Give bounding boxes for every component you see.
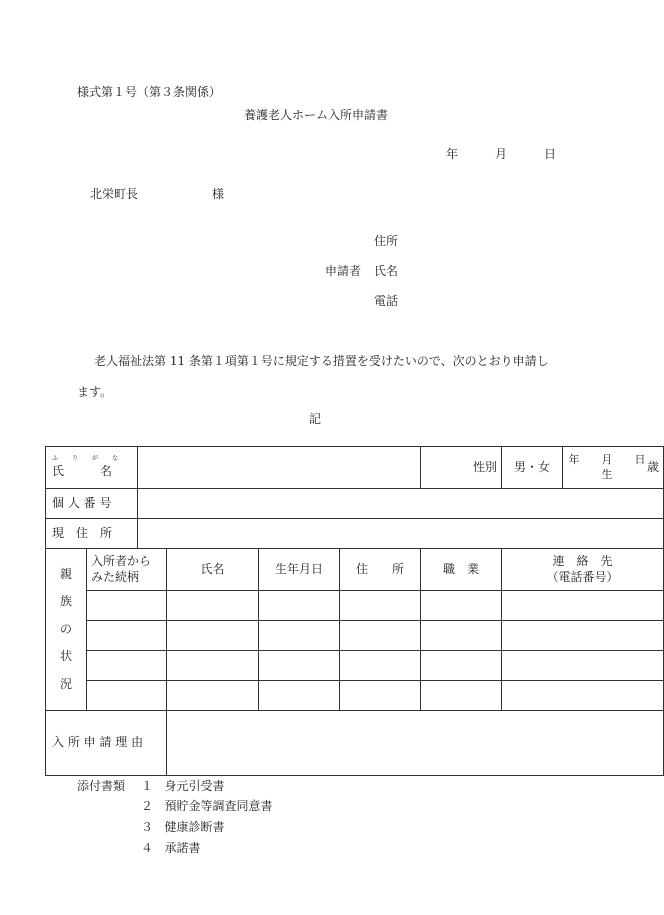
- attachment-text: 身元引受書: [164, 779, 225, 793]
- attachment-no: ２: [141, 799, 154, 813]
- sex-options[interactable]: 男・女: [502, 447, 563, 489]
- date-month-label: 月: [495, 147, 508, 161]
- family-name-cell[interactable]: [167, 681, 259, 711]
- family-job-cell[interactable]: [421, 681, 502, 711]
- date-year-label: 年: [446, 147, 459, 161]
- family-char-2: 族: [59, 594, 72, 609]
- row-name: [46, 447, 664, 489]
- ki-heading: 記: [309, 412, 322, 426]
- attachment-no: ３: [141, 820, 154, 834]
- family-contact-cell[interactable]: [502, 621, 664, 651]
- family-address-cell[interactable]: [340, 591, 421, 621]
- family-name-cell[interactable]: [167, 591, 259, 621]
- family-contact-cell[interactable]: [502, 651, 664, 681]
- applicant-address-label: 住所: [374, 234, 399, 248]
- attachment-item: [141, 842, 200, 854]
- family-section-label: [46, 549, 87, 711]
- family-contact-cell[interactable]: [502, 591, 664, 621]
- document-title: 養護老人ホーム入所申請書: [244, 108, 389, 122]
- family-address-cell[interactable]: [340, 621, 421, 651]
- family-char-5: 況: [59, 676, 72, 691]
- applicant-tel-label: 電話: [374, 294, 399, 308]
- family-char-4: 状: [59, 649, 72, 664]
- birth-age-cell[interactable]: [563, 447, 664, 489]
- birth-date-label: 年 月 日生: [568, 453, 646, 481]
- date-day-label: 日: [544, 147, 557, 161]
- family-relation-cell[interactable]: [87, 651, 167, 681]
- family-birth-cell[interactable]: [259, 681, 340, 711]
- family-char-3: の: [59, 621, 72, 636]
- family-relation-cell[interactable]: [87, 591, 167, 621]
- name-label: 氏 名: [52, 464, 113, 479]
- my-number-field[interactable]: [138, 489, 664, 519]
- family-birth-cell[interactable]: [259, 621, 340, 651]
- family-contact-header: 連 絡 先 （電話番号）: [502, 549, 664, 591]
- family-row: [46, 681, 664, 711]
- furigana-label: ふりがな: [52, 455, 133, 463]
- applicant-label: 申請者: [325, 264, 362, 278]
- family-contact-cell[interactable]: [502, 681, 664, 711]
- family-name-cell[interactable]: [167, 651, 259, 681]
- attachment-item: [141, 800, 272, 812]
- form-number: 様式第１号（第３条関係）: [77, 85, 222, 99]
- current-address-label: 現 住 所: [46, 519, 138, 549]
- age-label: 歳: [647, 459, 660, 474]
- family-row: [46, 651, 664, 681]
- attachment-text: 健康診断書: [164, 820, 225, 834]
- attachments-label: 添付書類: [77, 779, 126, 793]
- name-label-cell: [46, 447, 138, 489]
- family-address-header: 住 所: [340, 549, 421, 591]
- family-name-header: 氏名: [167, 549, 259, 591]
- row-my-number: [46, 489, 664, 519]
- relation-header: 入所者から みた続柄: [87, 549, 167, 591]
- family-char-1: 親: [59, 566, 72, 581]
- family-job-cell[interactable]: [421, 621, 502, 651]
- applicant-name-label: 氏名: [374, 264, 399, 278]
- name-value-field[interactable]: [138, 447, 421, 489]
- addressee-honorific: 様: [212, 187, 225, 201]
- family-relation-cell[interactable]: [87, 681, 167, 711]
- attachment-item: [141, 780, 224, 792]
- family-address-cell[interactable]: [340, 681, 421, 711]
- family-birth-cell[interactable]: [259, 591, 340, 621]
- attachment-text: 預貯金等調査同意書: [164, 799, 273, 813]
- attachment-text: 承諾書: [164, 841, 201, 855]
- family-row: [46, 621, 664, 651]
- family-name-cell[interactable]: [167, 621, 259, 651]
- current-address-field[interactable]: [138, 519, 664, 549]
- attachment-no: １: [141, 779, 154, 793]
- row-address: [46, 519, 664, 549]
- family-address-cell[interactable]: [340, 651, 421, 681]
- my-number-label: 個 人 番 号: [46, 489, 138, 519]
- reason-field[interactable]: [167, 711, 664, 776]
- body-text-line1: 老人福祉法第 11 条第１項第１号に規定する措置を受けたいので、次のとおり申請し: [94, 354, 549, 368]
- family-header-row: [46, 549, 664, 591]
- family-birth-cell[interactable]: [259, 651, 340, 681]
- reason-label: 入 所 申 請 理 由: [46, 711, 167, 776]
- family-relation-cell[interactable]: [87, 621, 167, 651]
- row-reason: [46, 711, 664, 776]
- body-text-line2: ます。: [77, 385, 113, 399]
- family-birth-header: 生年月日: [259, 549, 340, 591]
- application-table: [45, 446, 664, 776]
- family-row: [46, 591, 664, 621]
- family-job-cell[interactable]: [421, 651, 502, 681]
- sex-label-text: 性別: [473, 459, 498, 474]
- addressee-name: 北栄町長: [90, 187, 139, 201]
- family-job-cell[interactable]: [421, 591, 502, 621]
- family-job-header: 職 業: [421, 549, 502, 591]
- attachment-item: [141, 821, 224, 833]
- sex-label: [421, 447, 502, 489]
- attachment-no: ４: [141, 841, 154, 855]
